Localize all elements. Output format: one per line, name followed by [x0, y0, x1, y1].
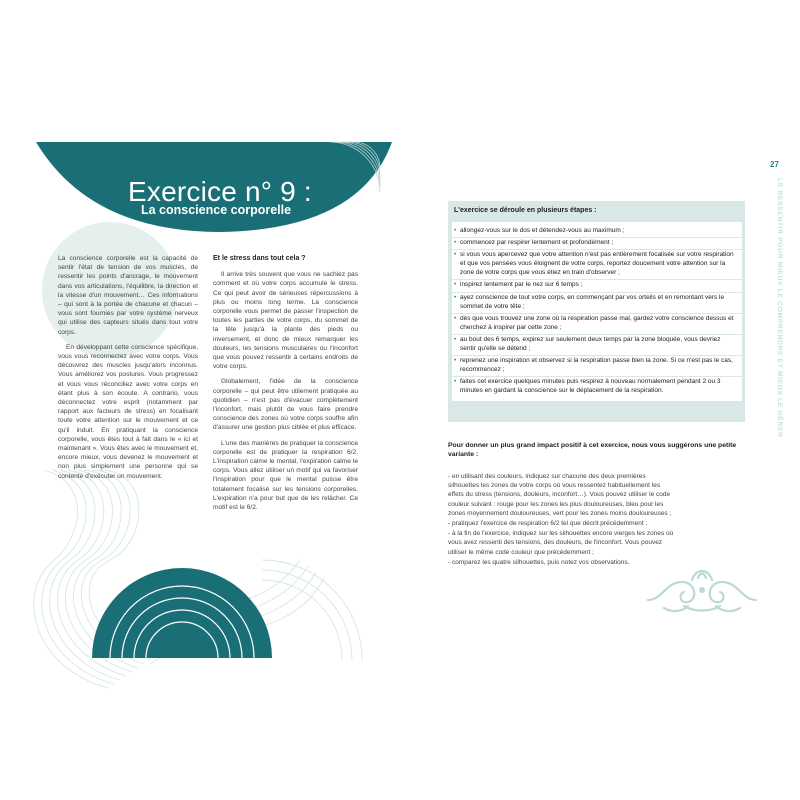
- list-item: • commencez par respirer lentement et profondément ;: [452, 238, 742, 250]
- page-number: 27: [770, 160, 779, 169]
- list-item: • faites cet exercice quelques minutes puis respirez à nouveau normalement pendant 2 ou 3 minutes en gardant la conscience sur le déplacement de la respiration.: [452, 377, 742, 397]
- paragraph: La conscience corporelle est la capacité de sentir l'état de tension de vos muscles, de ressentir les points d'ancrage, le mouvement dans vos articulations, l'équilibre, la direction et la vitesse d'un mouvement… Ces informations – qui sont à la portée de chacune et chacun – vous sont fournies par votre système nerveux qui utilise des capteurs situés dans tout votre corps.: [58, 255, 198, 336]
- exercise-title: Exercice n° 9 :: [128, 176, 312, 207]
- list-item: • si vous vous apercevez que votre attention n'est pas entièrement focalisée sur votre respiration et que vos pensées vous éloignent de votre corps, reportez doucement votre attention sur la zone de votre corps que vous étiez en train d'observer ;: [452, 250, 742, 280]
- list-item: • au bout des 6 temps, expirez sur seulement deux temps par la zone bloquée, vous devriez sentir qu'elle se détend ;: [452, 335, 742, 356]
- paragraph: Globalement, l'idée de la conscience corporelle – qui peut être utilement pratiquée au quotidien – n'est pas d'évacuer complètement l'inconfort, mais plutôt de vous faire prendre conscience des zones où votre corps souffre afin d'assurer une gestion plus ciblée et plus efficace.: [213, 378, 358, 432]
- steps-title: L'exercice se déroule en plusieurs étapes :: [454, 207, 597, 214]
- variant-title: Pour donner un plus grand impact positif à cet exercice, nous vous suggérons une petite variante :: [448, 442, 737, 459]
- list-item: • inspirez lentement par le nez sur 6 temps ;: [452, 280, 742, 292]
- running-title: LE RESSENTIR POUR MIEUX LE COMPRENDRE ET MIEUX LE GÉRER: [776, 178, 783, 438]
- paragraph: Il arrive très souvent que vous ne sachiez pas comment et où votre corps accumule le stress. Ce qui peut avoir de sérieuses répercussions à plus ou moins long terme. La conscience corporelle vous permet de passer l'inspection de toutes les parties de votre corps, du sommet de la tête jusqu'à la plante des pieds ou inversement, et donc de mieux remarquer les douleurs, les tensions musculaires ou l'inconfort que vous pouvez ressentir à certains endroits de votre corps.: [213, 271, 358, 371]
- paragraph: En développant cette conscience spécifique, vous vous reconnectez avec votre corps. Vous découvrez des muscles jusqu'alors inconnus. Vous améliorez vos postures. Vous progressez et vous vous réconciliez avec votre corps en étant plus à son écoute. A contrario, vous déconnectez votre esprit (notamment par rapport aux facteurs de stress) en focalisant toute votre attention sur le mouvement et ce qu'il induit. En pratiquant la conscience corporelle, vous êtes tout à fait dans le « ici et maintenant ». Vous êtes avec le mouvement et, encore mieux, vous devenez le mouvement et non plus simplement une personne qui se contente d'exécuter un mouvement.: [58, 343, 198, 480]
- footer-dome-shape: [92, 568, 272, 658]
- wave-ornament-icon: [644, 560, 760, 616]
- paragraph: L'une des manières de pratiquer la conscience corporelle est de pratiquer la respiration 6/2. L'inspiration calme le mental, l'expiration calme le corps. Vous allez utiliser un motif qui va favoriser l'inspiration pour que le mental puisse être totalement focalisé sur les tensions corporelles. L'expiration n'a pour but que de les relâcher. Ce motif est le 6/2.: [213, 439, 358, 512]
- list-item: - à la fin de l'exercice, indiquez sur les silhouettes encore vierges les zones où vous avez ressenti des tensions, des douleurs, de l'inconfort. Vous pouvez utiliser le même code couleur que précédemment ;: [448, 530, 674, 556]
- list-item: • reprenez une inspiration et observez si la respiration passe bien la zone. Si ce n'est pas le cas, recommencez ;: [452, 356, 742, 377]
- column-right: [213, 254, 358, 518]
- exercise-subtitle: La conscience corporelle: [141, 203, 292, 217]
- section-heading: Et le stress dans tout cela ?: [213, 255, 306, 262]
- list-item: - comparez les quatre silhouettes, puis notez vos observations.: [448, 558, 630, 566]
- variant-list: [448, 472, 676, 568]
- right-page: [400, 0, 800, 800]
- list-item: • allongez-vous sur le dos et détendez-vous au maximum ;: [452, 226, 742, 238]
- list-item: • dès que vous trouvez une zone où la respiration passe mal, gardez votre conscience dessus et cherchez à inspirer par cette zone ;: [452, 314, 742, 335]
- list-item: - pratiquez l'exercice de respiration 6/2 tel que décrit précédemment ;: [448, 520, 648, 528]
- column-left: [58, 254, 198, 487]
- steps-list: [452, 222, 742, 401]
- list-item: • ayez conscience de tout votre corps, en commençant par vos orteils et en remontant vers le sommet de votre tête ;: [452, 293, 742, 314]
- list-item: - en utilisant des couleurs, indiquez sur chacune des deux premières silhouettes les zones de votre corps où vous ressentez habituellement les effets du stress (tensions, douleurs, inconfort…). Vous pouvez utiliser le code couleur suivant : rouge pour les zones les plus douloureuses, bleu pour les zones moyennement douloureuses, vert pour les zones moins douloureuses ;: [448, 473, 672, 517]
